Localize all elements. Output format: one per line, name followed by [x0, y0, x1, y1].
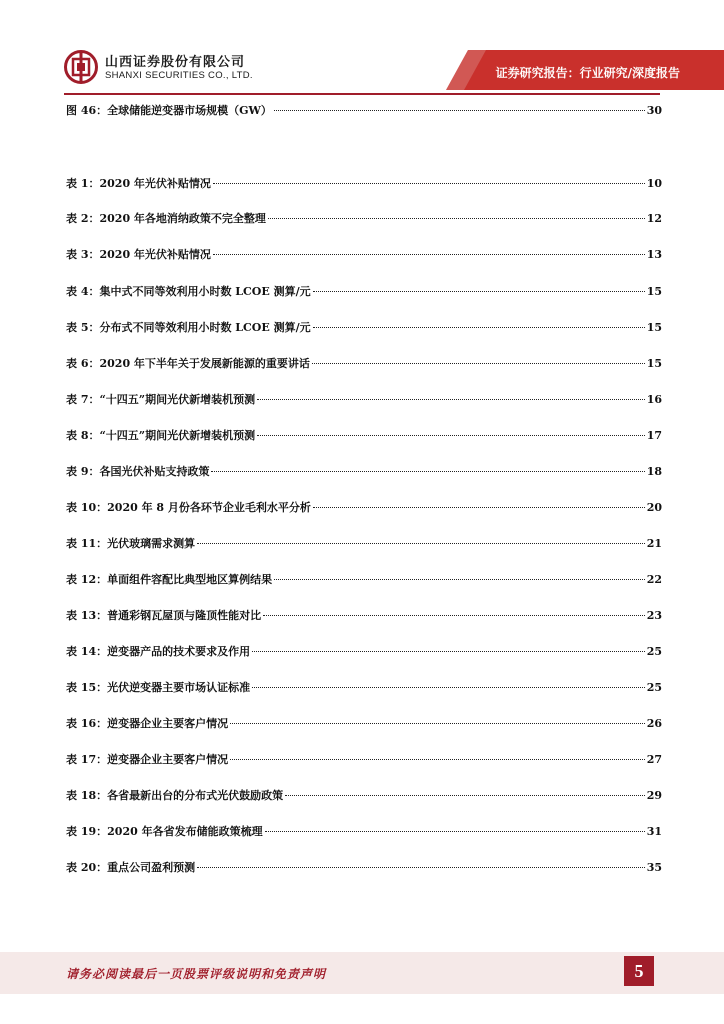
toc-entry-title: 表 5：分布式不同等效利用小时数 LCOE 测算/元	[66, 321, 311, 334]
toc-entry-page: 15	[646, 285, 662, 298]
toc-entry[interactable]	[66, 823, 662, 841]
toc-leader-dots	[285, 794, 645, 796]
toc-entry-page: 31	[646, 825, 662, 838]
toc-entry[interactable]	[66, 571, 662, 589]
toc-entry-title: 表 13：普通彩钢瓦屋顶与隆顶性能对比	[66, 609, 262, 622]
company-name-cn: 山西证券股份有限公司	[105, 55, 246, 70]
toc-leader-dots	[213, 182, 645, 184]
toc-entry[interactable]	[66, 715, 662, 733]
toc-leader-dots	[257, 434, 645, 436]
toc-leader-dots	[313, 290, 645, 292]
toc-entry-page: 18	[646, 465, 662, 478]
toc-entry-page: 35	[646, 861, 662, 874]
toc-leader-dots	[263, 614, 645, 616]
toc-entry[interactable]	[66, 463, 662, 481]
toc-leader-dots	[252, 650, 645, 652]
toc-entry[interactable]	[66, 535, 662, 553]
toc-entry-title: 表 17：逆变器企业主要客户情况	[66, 753, 229, 766]
toc-entry-page: 25	[646, 681, 662, 694]
toc-leader-dots	[197, 542, 645, 544]
toc-entry-page: 15	[646, 357, 662, 370]
toc-entry-title: 表 10：2020 年 8 月份各环节企业毛利水平分析	[66, 501, 311, 514]
toc-entry-page: 12	[646, 212, 662, 225]
toc-entry-title: 表 6：2020 年下半年关于发展新能源的重要讲话	[66, 357, 310, 370]
toc-entry[interactable]	[66, 210, 662, 228]
report-type-label: 证券研究报告：行业研究/深度报告	[495, 66, 680, 80]
toc-entry-page: 29	[646, 789, 662, 802]
toc-entry[interactable]	[66, 859, 662, 877]
toc-leader-dots	[252, 686, 645, 688]
toc-entry[interactable]	[66, 427, 662, 445]
toc-entry-title: 表 4：集中式不同等效利用小时数 LCOE 测算/元	[66, 285, 311, 298]
toc-entry[interactable]	[66, 607, 662, 625]
toc-entry[interactable]	[66, 319, 662, 337]
toc-entry-title: 表 1：2020 年光伏补贴情况	[66, 177, 211, 190]
toc-entry-title: 表 2：2020 年各地消纳政策不完全整理	[66, 212, 266, 225]
toc-entry-page: 26	[646, 717, 662, 730]
toc-entry-page: 23	[646, 609, 662, 622]
company-name-en: SHANXI SECURITIES CO., LTD.	[105, 70, 253, 81]
page-header	[0, 0, 724, 98]
toc-entry[interactable]	[66, 175, 662, 193]
toc-leader-dots	[312, 362, 645, 364]
toc-entry[interactable]	[66, 643, 662, 661]
toc-leader-dots	[265, 830, 645, 832]
toc-entry-title: 表 18：各省最新出台的分布式光伏鼓励政策	[66, 789, 284, 802]
toc-entry-page: 20	[646, 501, 662, 514]
toc-entry-page: 25	[646, 645, 662, 658]
toc-leader-dots	[274, 578, 645, 580]
toc-entry[interactable]	[66, 391, 662, 409]
toc-entry[interactable]	[66, 283, 662, 301]
toc-entry-title: 表 7：“十四五”期间光伏新增装机预测	[66, 393, 256, 406]
toc-entry[interactable]	[66, 499, 662, 517]
toc-leader-dots	[230, 758, 645, 760]
toc-leader-dots	[230, 722, 645, 724]
toc-entry-title: 表 15：光伏逆变器主要市场认证标准	[66, 681, 251, 694]
toc-entry[interactable]	[66, 355, 662, 373]
toc-leader-dots	[211, 470, 644, 472]
toc-entry-page: 13	[646, 248, 662, 261]
toc-entry-title: 表 14：逆变器产品的技术要求及作用	[66, 645, 251, 658]
toc-leader-dots	[213, 253, 645, 255]
toc-entry[interactable]	[66, 102, 662, 120]
toc-entry-title: 表 19：2020 年各省发布储能政策梳理	[66, 825, 263, 838]
toc-entry-title: 表 12：单面组件容配比典型地区算例结果	[66, 573, 273, 586]
toc-leader-dots	[257, 398, 645, 400]
toc-entry-page: 15	[646, 321, 662, 334]
shanxi-securities-logo-icon	[64, 50, 98, 84]
toc-entry-page: 17	[646, 429, 662, 442]
toc-entry-title: 表 16：逆变器企业主要客户情况	[66, 717, 229, 730]
toc-entry[interactable]	[66, 787, 662, 805]
toc-entry[interactable]	[66, 679, 662, 697]
header-divider	[64, 93, 660, 95]
toc-entry-page: 21	[646, 537, 662, 550]
toc-leader-dots	[313, 326, 645, 328]
toc-entry-title: 表 20：重点公司盈利预测	[66, 861, 196, 874]
page-number: 5	[624, 956, 654, 986]
toc-leader-dots	[197, 866, 645, 868]
disclaimer-notice: 请务必阅读最后一页股票评级说明和免责声明	[66, 967, 327, 981]
toc-entry[interactable]	[66, 751, 662, 769]
toc-entry-title: 表 9：各国光伏补贴支持政策	[66, 465, 210, 478]
toc-entry-title: 表 8：“十四五”期间光伏新增装机预测	[66, 429, 256, 442]
toc-leader-dots	[313, 506, 645, 508]
toc-entry-page: 22	[646, 573, 662, 586]
toc-entry-page: 10	[646, 177, 662, 190]
toc-leader-dots	[268, 217, 645, 219]
toc-leader-dots	[274, 109, 645, 111]
toc-entry-title: 表 3：2020 年光伏补贴情况	[66, 248, 211, 261]
toc-entry-page: 16	[646, 393, 662, 406]
toc-entry-title: 表 11：光伏玻璃需求测算	[66, 537, 196, 550]
toc-entry-page: 27	[646, 753, 662, 766]
toc-entry-title: 图 46：全球储能逆变器市场规模（GW）	[66, 104, 272, 117]
toc-entry-page: 30	[646, 104, 662, 117]
toc-entry[interactable]	[66, 246, 662, 264]
